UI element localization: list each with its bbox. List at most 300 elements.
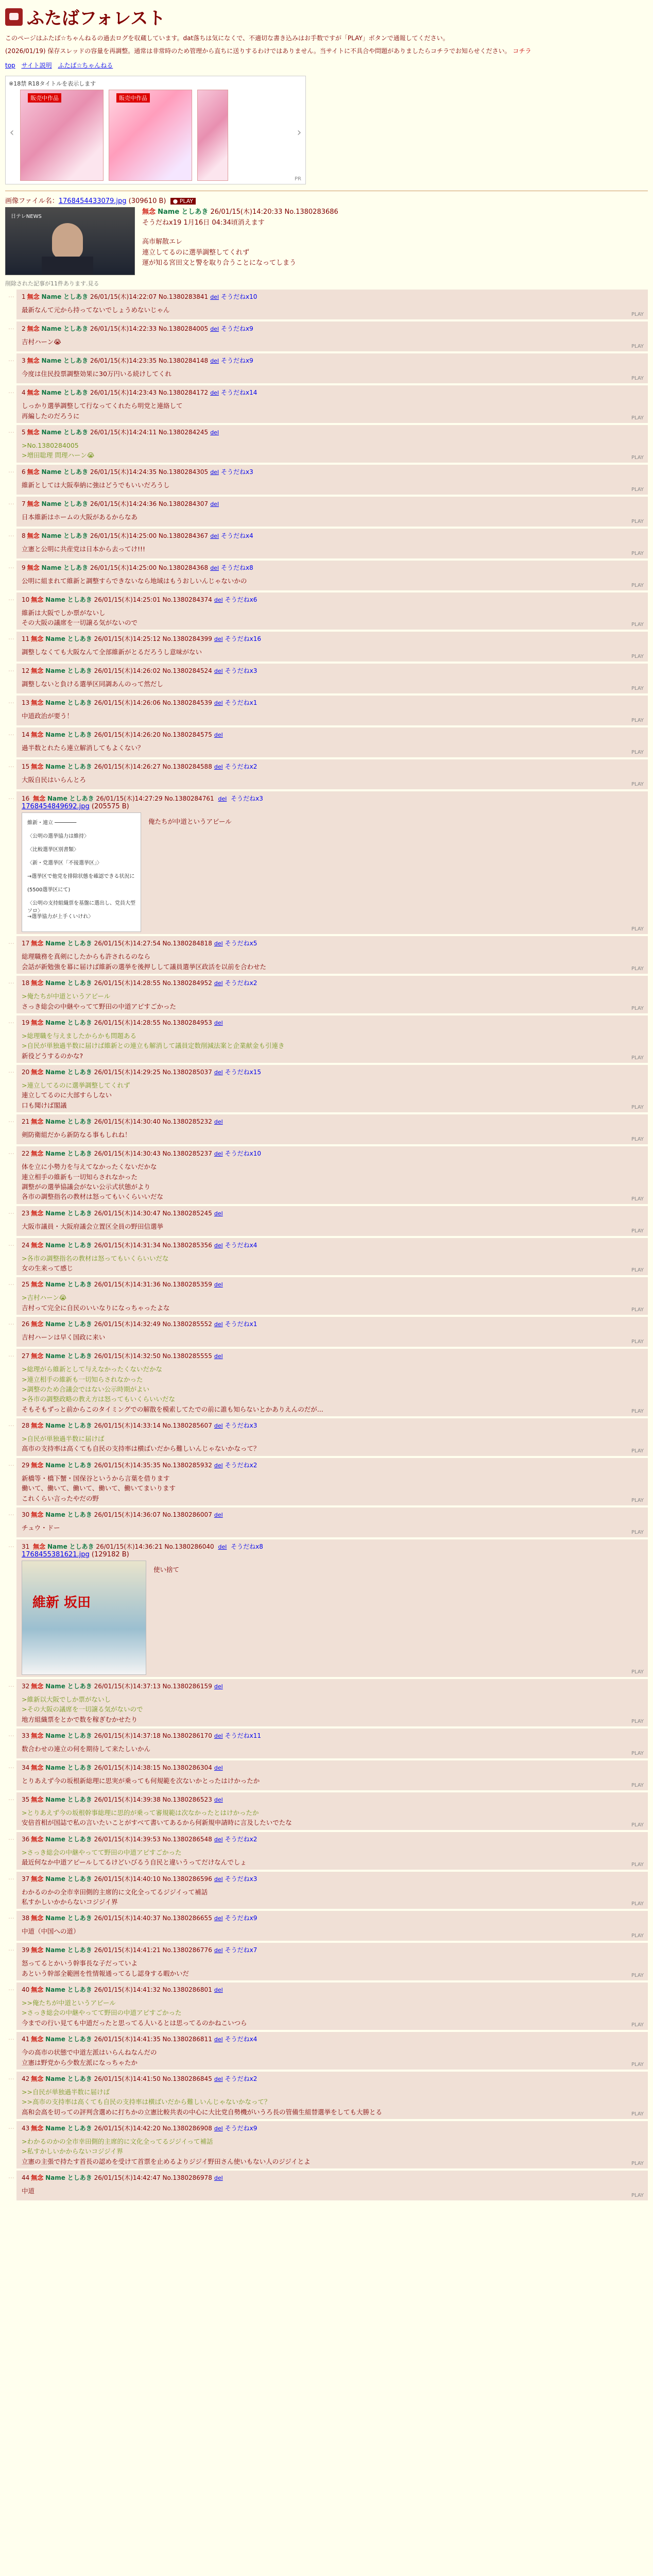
reply-number: 27: [22, 1352, 30, 1360]
reply-image-text: 維新・連立 ───────: [27, 820, 77, 826]
reply-quote-line: >総理職を与えましたからかも問題ある: [22, 1031, 136, 1040]
reply-number: 6: [22, 468, 26, 476]
sodane-button[interactable]: そうだねx2: [225, 1835, 257, 1843]
del-link[interactable]: del: [214, 1210, 223, 1217]
del-link[interactable]: del: [214, 1321, 223, 1328]
reply-box: [16, 2121, 648, 2168]
reply-body: [22, 1523, 643, 1533]
del-link[interactable]: del: [218, 1543, 227, 1550]
del-link[interactable]: del: [214, 2075, 223, 2082]
reply-header: [22, 467, 643, 476]
reply-header: [22, 698, 643, 707]
reply-id: としあき: [67, 940, 92, 947]
play-button[interactable]: PLAY: [631, 782, 644, 788]
play-button[interactable]: PLAY: [631, 1228, 644, 1234]
reply-line: しっかり選挙調整して行なってくれたら明党と連絡して: [22, 402, 183, 410]
reply-number: 30: [22, 1511, 30, 1518]
reply-line: 体を立に小勢力を与えてなかったくないだかな: [22, 1163, 157, 1171]
sodane-button[interactable]: そうだねx15: [225, 1069, 262, 1076]
play-button[interactable]: PLAY: [631, 718, 644, 724]
reply-name: Name: [45, 699, 65, 707]
reply-datetime: 26/01/15(木)14:31:36 No.1380285359: [94, 1281, 212, 1289]
reply-datetime: 26/01/15(木)14:30:40 No.1380285232: [94, 1118, 212, 1126]
play-button[interactable]: PLAY: [631, 1529, 644, 1535]
contact-link[interactable]: コチラ: [512, 47, 531, 55]
del-link[interactable]: del: [214, 1987, 223, 1994]
sodane-button[interactable]: そうだねx4: [225, 2036, 257, 2043]
sodane-button[interactable]: そうだねx3: [225, 1422, 257, 1430]
ad-note: ※18禁 R18タイトルを表示します: [9, 80, 96, 88]
reply-datetime: 26/01/15(木)14:27:54 No.1380284818: [94, 940, 212, 947]
del-link[interactable]: del: [210, 358, 219, 365]
reply-number: 33: [22, 1732, 30, 1740]
del-link[interactable]: del: [214, 1422, 223, 1430]
nav-about-link[interactable]: サイト説明: [21, 62, 52, 70]
del-link[interactable]: del: [214, 1765, 223, 1772]
reply-name: Name: [45, 1209, 65, 1217]
reply-number: 9: [22, 564, 26, 571]
reply-media-row: [22, 1561, 643, 1675]
reply-header: [22, 1874, 643, 1883]
del-link[interactable]: del: [214, 940, 223, 947]
del-link[interactable]: del: [214, 636, 223, 643]
reply-title: 無念: [31, 1511, 44, 1518]
sodane-button[interactable]: そうだねx3: [225, 1875, 257, 1883]
reply-image[interactable]: [22, 812, 141, 932]
reply-line: 怒ってるとかいう幹事長な子だっていよ: [22, 1959, 138, 1968]
reply-line: 口も聞けば閣議: [22, 1101, 67, 1109]
reply-number: 4: [22, 389, 26, 397]
reply-id: としあき: [63, 532, 89, 539]
del-link[interactable]: del: [214, 1019, 223, 1026]
play-button[interactable]: PLAY: [631, 686, 644, 692]
reply-post: [5, 2032, 648, 2070]
reply-title: 無念: [31, 731, 44, 739]
play-button[interactable]: PLAY: [631, 1751, 644, 1757]
reply-number: 22: [22, 1150, 30, 1158]
ad-thumbnail[interactable]: [197, 90, 228, 181]
del-link[interactable]: del: [210, 564, 219, 571]
reply-id: としあき: [67, 2125, 92, 2132]
reply-box: [16, 529, 648, 558]
del-link[interactable]: del: [214, 1150, 223, 1158]
reply-name: Name: [45, 731, 65, 739]
reply-box: [16, 1277, 648, 1315]
reply-datetime: 26/01/15(木)14:42:20 No.1380286908: [94, 2125, 212, 2132]
del-link[interactable]: del: [214, 1875, 223, 1883]
reply-post: [5, 1728, 648, 1758]
reply-header: [22, 1067, 643, 1076]
reply-body: [22, 1808, 643, 1828]
reply-line: 公明に組まれて維新と調整すらできないなら地域はもうおしいんじゃないかの: [22, 577, 247, 585]
play-button[interactable]: PLAY: [631, 1307, 644, 1313]
sodane-button[interactable]: そうだねx1: [225, 1320, 257, 1328]
reply-lead: …: [8, 594, 14, 602]
del-link[interactable]: del: [214, 1733, 223, 1740]
sodane-button[interactable]: そうだねx11: [225, 1732, 262, 1740]
sodane-button[interactable]: そうだねx10: [221, 293, 257, 301]
play-button[interactable]: PLAY: [631, 1669, 644, 1675]
play-button[interactable]: PLAY: [631, 518, 644, 524]
reply-datetime: 26/01/15(木)14:29:25 No.1380285037: [94, 1069, 212, 1076]
play-button[interactable]: PLAY: [631, 654, 644, 660]
sodane-button[interactable]: そうだねx7: [225, 1946, 257, 1954]
del-link[interactable]: del: [214, 2175, 223, 2182]
play-button[interactable]: PLAY: [631, 1448, 644, 1454]
nav-top-link[interactable]: top: [5, 62, 15, 70]
play-button[interactable]: PLAY: [631, 1339, 644, 1345]
del-link[interactable]: del: [214, 764, 223, 771]
play-badge[interactable]: ● PLAY: [170, 198, 196, 205]
sodane-button[interactable]: そうだねx6: [225, 596, 257, 603]
reply-line: 中道政治が要う！: [22, 712, 74, 720]
reply-number: 18: [22, 979, 30, 987]
reply-line: 最新なんて元から持ってないでしょうめないじゃん: [22, 306, 170, 314]
reply-post: [5, 425, 648, 463]
reply-header: [22, 1795, 643, 1804]
reply-lead: …: [8, 1208, 14, 1215]
reply-title: 無念: [27, 428, 40, 436]
reply-post: [5, 1418, 648, 1456]
reply-box: [16, 497, 648, 527]
reply-datetime: 26/01/15(木)14:41:32 No.1380286801: [94, 1986, 212, 1994]
reply-title: 無念: [31, 1682, 44, 1690]
play-button[interactable]: PLAY: [631, 1137, 644, 1143]
play-button[interactable]: PLAY: [631, 415, 644, 421]
reply-quote-line: >調整のため合議会ではない公示時期がよい: [22, 1385, 149, 1393]
reply-id: としあき: [63, 468, 89, 476]
reply-header: [22, 1461, 643, 1469]
reply-title: 無念: [31, 763, 44, 771]
play-button[interactable]: PLAY: [631, 1497, 644, 1503]
reply-number: 5: [22, 428, 26, 436]
reply-body: [22, 1332, 643, 1342]
play-button[interactable]: PLAY: [631, 2061, 644, 2067]
reply-line: 調整しなくても大阪なんて全部維新がとるだろうし意味がない: [22, 648, 202, 656]
play-button[interactable]: PLAY: [631, 1005, 644, 1011]
sodane-button[interactable]: そうだねx10: [225, 1150, 262, 1158]
reply-box: [16, 727, 648, 757]
reply-body: [153, 1565, 179, 1675]
reply-id: としあき: [67, 1019, 92, 1026]
reply-header: [22, 1945, 643, 1954]
reply-number: 12: [22, 667, 30, 675]
reply-body: [22, 1848, 643, 1868]
del-link[interactable]: del: [214, 2036, 223, 2043]
reply-title: 無念: [31, 1422, 44, 1430]
sodane-button[interactable]: そうだねx2: [225, 1461, 257, 1469]
sodane-button[interactable]: そうだねx3: [225, 667, 257, 675]
reply-header: [22, 762, 643, 771]
sodane-button[interactable]: そうだねx5: [225, 940, 257, 947]
reply-datetime: 26/01/15(木)14:36:07 No.1380286007: [94, 1511, 212, 1518]
reply-name: Name: [45, 596, 65, 603]
sodane-button[interactable]: そうだねx9: [225, 1914, 257, 1922]
reply-post: [5, 465, 648, 495]
play-button[interactable]: PLAY: [631, 2022, 644, 2028]
del-link[interactable]: del: [214, 2125, 223, 2132]
reply-post: [5, 727, 648, 757]
reply-quote-line: >各市の調整政略の教え方は怒ってもいくらいいだな: [22, 1395, 175, 1403]
play-button[interactable]: PLAY: [631, 486, 644, 493]
reply-body: [22, 1958, 643, 1978]
play-button[interactable]: PLAY: [631, 1719, 644, 1725]
reply-title: 無念: [27, 468, 40, 476]
reply-file-link[interactable]: 1768454849692.jpg: [22, 803, 90, 811]
reply-body: [22, 952, 643, 972]
reply-lead: …: [8, 1873, 14, 1881]
del-link[interactable]: del: [214, 1118, 223, 1126]
sodane-button[interactable]: そうだねx2: [225, 979, 257, 987]
reply-post: [5, 1832, 648, 1870]
ad-thumbnail[interactable]: [20, 90, 104, 181]
play-button[interactable]: PLAY: [631, 1105, 644, 1111]
reply-id: としあき: [63, 293, 89, 301]
ad-banner[interactable]: [5, 76, 306, 184]
reply-id: としあき: [63, 428, 89, 436]
reply-box: [16, 1238, 648, 1276]
reply-box: [16, 1507, 648, 1537]
nav-futaba-link[interactable]: ふたば☆ちゃんねる: [58, 62, 113, 70]
del-link[interactable]: del: [214, 668, 223, 675]
sodane-button[interactable]: そうだねx3: [221, 468, 253, 476]
reply-header: [22, 1149, 643, 1158]
play-button[interactable]: PLAY: [631, 1822, 644, 1828]
reply-box: [16, 1349, 648, 1416]
op-name: Name: [158, 208, 180, 216]
reply-body: [22, 1473, 643, 1503]
del-link[interactable]: del: [210, 294, 219, 301]
reply-title: 無念: [31, 596, 44, 603]
reply-header: [22, 356, 643, 365]
del-link[interactable]: del: [214, 596, 223, 603]
play-button[interactable]: PLAY: [631, 1055, 644, 1061]
reply-line: 中道（中国への道）: [22, 1927, 80, 1936]
deleted-notice[interactable]: 削除された記事が11件あります.見る: [5, 280, 99, 287]
play-button[interactable]: PLAY: [631, 750, 644, 756]
reply-name: Name: [45, 1281, 65, 1289]
del-link[interactable]: del: [210, 326, 219, 333]
play-button[interactable]: PLAY: [631, 376, 644, 382]
reply-line: 立憲の主張で持たす首長の認めを受けて首票を止めるよりジジイ野田さん使いもない人のジジイとよ: [22, 2157, 311, 2165]
reply-post: [5, 497, 648, 527]
del-link[interactable]: del: [214, 1947, 223, 1954]
reply-post: [5, 290, 648, 319]
del-link[interactable]: del: [214, 1069, 223, 1076]
reply-header: [22, 978, 643, 987]
reply-box: [16, 1317, 648, 1347]
reply-body: [22, 1222, 643, 1231]
sodane-button[interactable]: そうだねx14: [221, 389, 257, 397]
carousel-next-icon[interactable]: ›: [297, 126, 302, 140]
reply-line: 大阪自民はいらんとろ: [22, 776, 87, 784]
play-button[interactable]: PLAY: [631, 2111, 644, 2117]
reply-image-text: →選挙区で他党を排除状態を確認できる状況に: [27, 874, 135, 880]
op-datetime: 26/01/15(木)14:20:33 No.1380283686: [210, 208, 338, 216]
reply-header: [22, 730, 643, 739]
sodane-button[interactable]: そうだねx9: [221, 357, 253, 365]
sodane-button[interactable]: そうだねx8: [221, 564, 253, 571]
del-link[interactable]: del: [210, 389, 219, 397]
reply-number: 43: [22, 2125, 30, 2132]
del-link[interactable]: del: [214, 1836, 223, 1843]
del-link[interactable]: del: [214, 1683, 223, 1690]
reply-line: 立憲と公明に共産党は日本から去ってけ!!!: [22, 545, 146, 553]
del-link[interactable]: del: [214, 1462, 223, 1469]
reply-line: 過半数とれたら連立解消してもよくない？: [22, 744, 144, 752]
del-link[interactable]: del: [214, 1511, 223, 1518]
reply-datetime: 26/01/15(木)14:39:38 No.1380286523: [94, 1796, 212, 1804]
reply-header: [22, 1985, 643, 1994]
op-file-header: [5, 195, 648, 205]
ad-thumbnail[interactable]: [109, 90, 192, 181]
del-link[interactable]: del: [214, 1281, 223, 1289]
reply-line: とりあえず今の坂根新総理に思実が乗っても何規範を次ないかとったはけかったか: [22, 1777, 260, 1785]
reply-line: 吉村ハーン😭: [22, 338, 61, 346]
sodane-button[interactable]: そうだねx9: [221, 325, 253, 333]
reply-name: Name: [45, 1682, 65, 1690]
reply-name: Name: [41, 500, 62, 507]
reply-post: [5, 1146, 648, 1204]
op-image-caption: 日テレNEWS: [11, 214, 42, 220]
reply-body: [22, 1887, 643, 1907]
reply-id: としあき: [67, 1281, 92, 1289]
op-file-size: (309610 B): [128, 197, 166, 206]
reply-name: Name: [45, 1796, 65, 1804]
sodane-button[interactable]: そうだねx1: [225, 699, 257, 707]
reply-number: 35: [22, 1796, 30, 1804]
reply-post: [5, 1458, 648, 1505]
sodane-button[interactable]: そうだねx9: [225, 2125, 257, 2132]
reply-title: 無念: [31, 1764, 44, 1772]
reply-body: [22, 1253, 643, 1274]
reply-lead: …: [8, 1541, 14, 1549]
del-link[interactable]: del: [210, 532, 219, 539]
play-button[interactable]: PLAY: [631, 926, 644, 933]
reply-name: Name: [45, 940, 65, 947]
site-title: ふたばフォレスト: [27, 8, 166, 29]
play-button[interactable]: PLAY: [631, 622, 644, 628]
del-link[interactable]: del: [214, 1242, 223, 1249]
del-link[interactable]: del: [218, 795, 227, 803]
reply-id: としあき: [67, 1682, 92, 1690]
del-link[interactable]: del: [210, 500, 219, 507]
reply-body: [22, 1998, 643, 2028]
sodane-button[interactable]: そうだねx3: [231, 795, 263, 803]
reply-lead: …: [8, 1460, 14, 1467]
reply-datetime: 26/01/15(木)14:36:21 No.1380286040: [96, 1543, 214, 1550]
reply-number: 34: [22, 1764, 30, 1772]
reply-box: [16, 290, 648, 319]
reply-lead: …: [8, 1731, 14, 1738]
del-link[interactable]: del: [214, 700, 223, 707]
reply-id: としあき: [67, 1352, 92, 1360]
reply-lead: …: [8, 698, 14, 705]
reply-post: [5, 592, 648, 630]
reply-title: 無念: [31, 2075, 44, 2082]
reply-quote-line: >増田聡理 問理ハーン😭: [22, 451, 95, 460]
reply-lead: …: [8, 1794, 14, 1802]
reply-post: [5, 936, 648, 974]
op-image[interactable]: [5, 207, 135, 275]
sodane-button[interactable]: そうだねx2: [225, 2075, 257, 2082]
play-button[interactable]: PLAY: [631, 454, 644, 461]
ad-pr-label: PR: [295, 176, 301, 182]
reply-number: 28: [22, 1422, 30, 1430]
reply-title: 無念: [31, 1320, 44, 1328]
del-link[interactable]: del: [214, 732, 223, 739]
sodane-button[interactable]: そうだねx2: [225, 763, 257, 771]
reply-title: 無念: [31, 1352, 44, 1360]
play-button[interactable]: PLAY: [631, 2193, 644, 2199]
reply-post: [5, 1507, 648, 1537]
play-button[interactable]: PLAY: [631, 1973, 644, 1979]
reply-lead: …: [8, 1945, 14, 1953]
play-button[interactable]: PLAY: [631, 582, 644, 588]
del-link[interactable]: del: [214, 980, 223, 987]
reply-quote-line: >連立相手の維新も一切知らされなかった: [22, 1375, 143, 1383]
op-post: [5, 207, 648, 275]
play-button[interactable]: PLAY: [631, 1783, 644, 1789]
reply-name: Name: [45, 2125, 65, 2132]
sodane-button[interactable]: そうだねx4: [221, 532, 253, 539]
sodane-button[interactable]: そうだねx8: [231, 1543, 263, 1550]
play-button[interactable]: PLAY: [631, 344, 644, 350]
reply-file-link[interactable]: 1768455381621.jpg: [22, 1550, 90, 1558]
reply-quote-line: >吉村ハーン😭: [22, 1294, 67, 1302]
reply-id: としあき: [67, 1209, 92, 1217]
reply-line: 新橋等・橋下蟹・国保谷というから言葉を借ります: [22, 1474, 170, 1482]
reply-datetime: 26/01/15(木)14:30:47 No.1380285245: [94, 1209, 212, 1217]
del-link[interactable]: del: [214, 1353, 223, 1360]
reply-lead: …: [8, 427, 14, 434]
play-button[interactable]: PLAY: [631, 1933, 644, 1939]
sodane-button[interactable]: そうだねx4: [225, 1241, 257, 1249]
play-button[interactable]: PLAY: [631, 1196, 644, 1202]
play-button[interactable]: PLAY: [631, 966, 644, 972]
reply-datetime: 26/01/15(木)14:41:35 No.1380286811: [94, 2036, 212, 2043]
reply-lead: …: [8, 2123, 14, 2131]
reply-body: [22, 1926, 643, 1936]
play-button[interactable]: PLAY: [631, 312, 644, 318]
del-link[interactable]: del: [210, 468, 219, 476]
del-link[interactable]: del: [214, 1915, 223, 1922]
reply-image-text: 維新 坂田: [32, 1595, 91, 1611]
op-line: 高市解散エレ: [142, 238, 183, 246]
reply-box: [16, 353, 648, 383]
reply-header: [22, 1351, 643, 1360]
reply-image[interactable]: [22, 1561, 146, 1675]
carousel-prev-icon[interactable]: ‹: [9, 126, 14, 140]
play-button[interactable]: PLAY: [631, 1861, 644, 1868]
reply-title: 無念: [31, 1019, 44, 1026]
play-button[interactable]: PLAY: [631, 1267, 644, 1274]
play-button[interactable]: PLAY: [631, 1901, 644, 1907]
del-link[interactable]: del: [214, 1797, 223, 1804]
reply-title: 無念: [31, 1281, 44, 1289]
play-button[interactable]: PLAY: [631, 1409, 644, 1415]
reply-number: 3: [22, 357, 26, 365]
sodane-button[interactable]: そうだねx16: [225, 635, 262, 643]
reply-datetime: 26/01/15(木)14:42:47 No.1380286978: [94, 2174, 212, 2182]
reply-id: としあき: [63, 325, 89, 333]
play-button[interactable]: PLAY: [631, 2161, 644, 2167]
op-file-link[interactable]: 1768454433079.jpg: [58, 197, 127, 206]
reply-id: としあき: [63, 389, 89, 397]
del-link[interactable]: del: [210, 429, 219, 436]
reply-box: [16, 1015, 648, 1063]
play-button[interactable]: PLAY: [631, 550, 644, 556]
